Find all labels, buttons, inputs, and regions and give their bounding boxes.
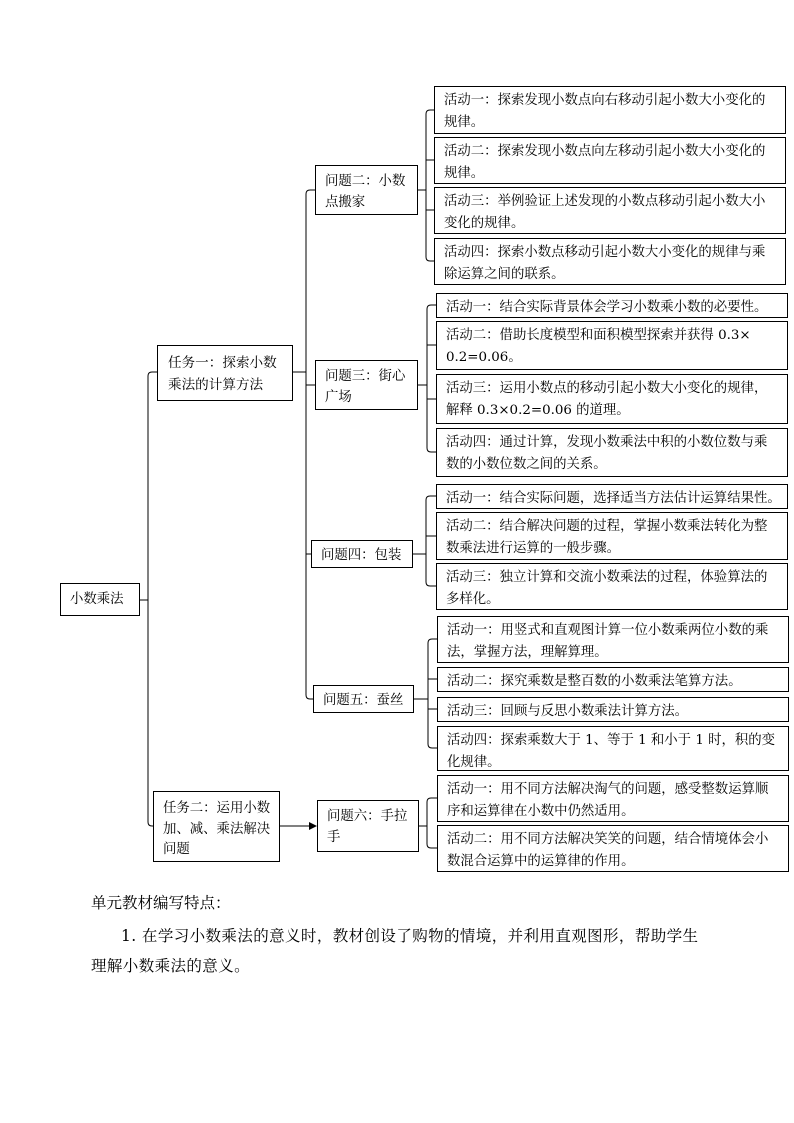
question4-bracket-brace	[426, 496, 436, 586]
question-node-3: 问题三：街心 广场	[315, 360, 418, 410]
notes-paragraph: 1. 在学习小数乘法的意义时，教材创设了购物的情境，并利用直观图形，帮助学生 理解小数乘法的意义。	[91, 927, 699, 975]
question5-bracket-brace	[428, 639, 437, 748]
activity-node: 活动三：运用小数点的移动引起小数大小变化的规律， 解释 0.3×0.2=0.06 的道理。	[436, 374, 788, 424]
task-node-2: 任务二：运用小数 加、减、乘法解决 问题	[153, 791, 280, 862]
activity-node: 活动三：举例验证上述发现的小数点移动引起小数大小 变化的规律。	[434, 187, 786, 234]
question-node-2: 问题二：小数 点搬家	[315, 165, 418, 215]
activity-node: 活动三：独立计算和交流小数乘法的过程，体验算法的 多样化。	[436, 563, 788, 610]
question-node-6: 问题六：手拉 手	[317, 800, 419, 852]
activity-node: 活动一：结合实际背景体会学习小数乘小数的必要性。	[436, 293, 788, 318]
question6-bracket-brace	[427, 798, 437, 848]
activity-node: 活动一：用不同方法解决淘气的问题，感受整数运算顺 序和运算律在小数中仍然适用。	[437, 775, 789, 822]
activity-node: 活动四：通过计算，发现小数乘法中积的小数位数与乘 数的小数位数之间的关系。	[436, 428, 788, 477]
activity-node: 活动一：探索发现小数点向右移动引起小数大小变化的 规律。	[434, 86, 786, 134]
arrowhead-icon	[309, 822, 317, 830]
activity-node: 活动二：用不同方法解决笑笑的问题，结合情境体会小 数混合运算中的运算律的作用。	[437, 825, 789, 872]
activity-node: 活动二：探索发现小数点向左移动引起小数大小变化的 规律。	[434, 137, 786, 184]
activity-node: 活动三：回顾与反思小数乘法计算方法。	[437, 697, 789, 722]
question-node-5: 问题五：蚕丝	[313, 685, 414, 713]
activity-node: 活动一：结合实际问题，选择适当方法估计运算结果性。	[436, 484, 788, 509]
activity-node: 活动二：结合解决问题的过程，掌握小数乘法转化为整 数乘法进行运算的一般步骤。	[436, 512, 788, 560]
activity-node: 活动四：探索小数点移动引起小数大小变化的规律与乘 除运算之间的联系。	[434, 238, 786, 285]
notes-heading: 单元教材编写特点：	[91, 894, 231, 912]
activity-node: 活动一：用竖式和直观图计算一位小数乘两位小数的乘 法，掌握方法，理解算理。	[437, 616, 789, 663]
activity-node: 活动二：借助长度模型和面积模型探索并获得 0.3× 0.2=0.06。	[436, 321, 788, 370]
root-node: 小数乘法	[60, 583, 140, 616]
question2-bracket-brace	[426, 110, 434, 261]
question-node-4: 问题四：包装	[311, 540, 413, 568]
root-bracket-brace	[148, 372, 157, 826]
question3-bracket-brace	[427, 305, 436, 452]
activity-node: 活动二：探究乘数是整百数的小数乘法笔算方法。	[437, 667, 789, 692]
activity-node: 活动四：探索乘数大于 1、等于 1 和小于 1 时，积的变 化规律。	[437, 726, 789, 771]
task1-bracket-brace	[306, 190, 315, 699]
task-node-1: 任务一：探索小数 乘法的计算方法	[157, 345, 293, 401]
